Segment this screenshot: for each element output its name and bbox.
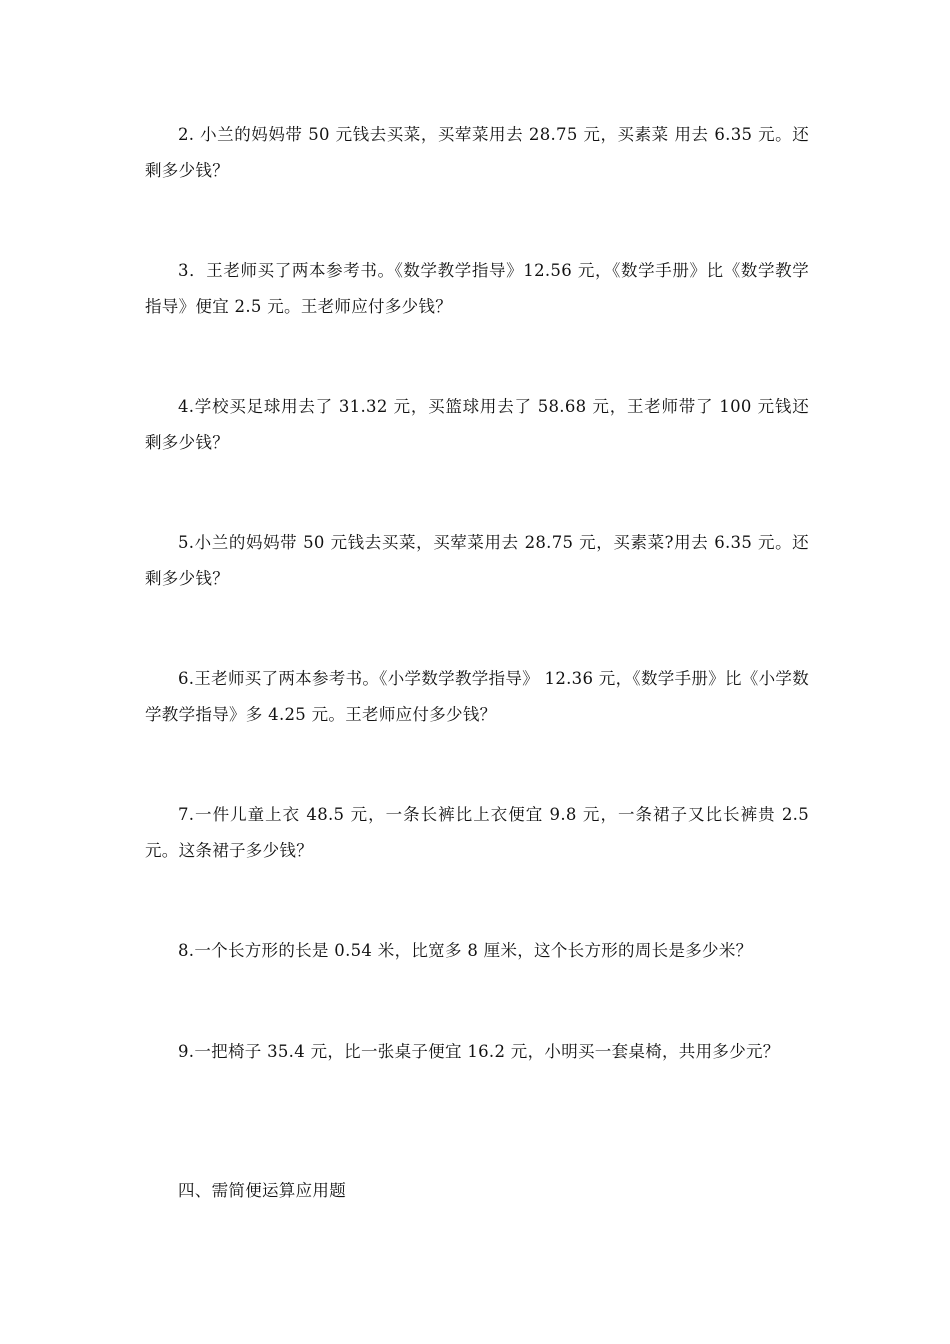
problem-6: 6.王老师买了两本参考书。《小学数学教学指导》 12.36 元，《数学手册》比《小学数学教学指导》多 4.25 元。王老师应付多少钱？ — [145, 669, 809, 724]
problem-7: 7.一件儿童上衣 48.5 元，一条长裤比上衣便宜 9.8 元，一条裙子又比长裤贵 2.5 元。这条裙子多少钱？ — [145, 805, 809, 860]
problem-4: 4.学校买足球用去了 31.32 元，买篮球用去了 58.68 元，王老师带了 100 元钱还剩多少钱？ — [145, 397, 809, 452]
problem-9: 9.一把椅子 35.4 元，比一张桌子便宜 16.2 元，小明买一套桌椅，共用多少元？ — [178, 1042, 780, 1061]
problem-3: 3．王老师买了两本参考书。《数学教学指导》12.56 元，《数学手册》比《数学教学指导》便宜 2.5 元。王老师应付多少钱？ — [145, 261, 809, 316]
section-heading: 四、需简便运算应用题 — [178, 1181, 346, 1200]
problem-5: 5.小兰的妈妈带 50 元钱去买菜，买荤菜用去 28.75 元，买素菜?用去 6.35 元。还剩多少钱？ — [145, 533, 809, 588]
problem-2: 2. 小兰的妈妈带 50 元钱去买菜，买荤菜用去 28.75 元，买素菜 用去 6.35 元。还剩多少钱？ — [145, 125, 809, 180]
problem-8: 8.一个长方形的长是 0.54 米，比宽多 8 厘米，这个长方形的周长是多少米？ — [178, 941, 753, 960]
